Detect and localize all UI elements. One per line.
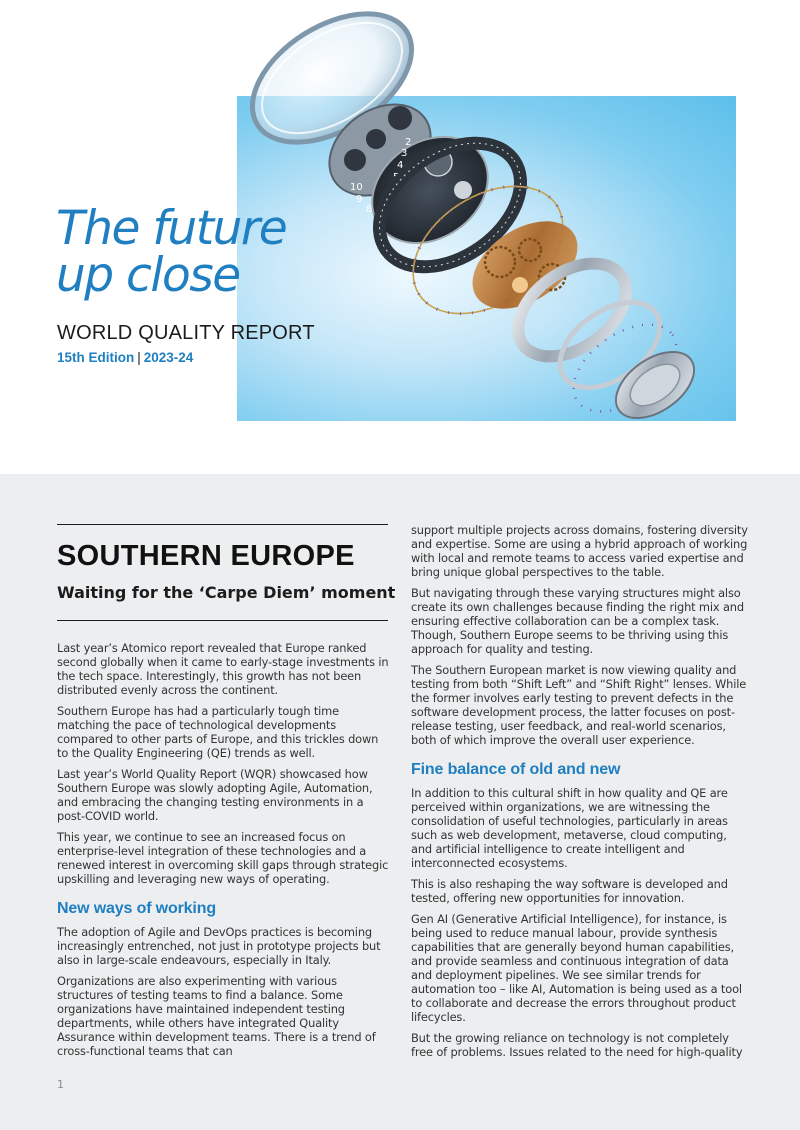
dial-numeral: 9	[356, 194, 363, 205]
body-paragraph: The Southern European market is now viewing quality and testing from both “Shift Left” and “Shift Right” lenses. While the former involves early testing to prevent defects in the software development process, the latter focuses on post-release testing, user feedback, and real-world scenarios, both of which improve the overall user experience.	[411, 663, 747, 747]
hero-section	[0, 0, 800, 474]
edition-label: 15th Edition	[57, 350, 135, 365]
article-section	[0, 474, 800, 1130]
dial-numeral: 2	[405, 137, 412, 148]
body-paragraph: Gen AI (Generative Artificial Intelligence), for instance, is being used to reduce manual labour, provide synthesis capabilities that are generally beyond human capabilities, and provide seamless and continuous integration of data and deployment pipelines. We see similar trends for automation too – like AI, Automation is being used as a tool to collaborate and decrease the errors throughout product lifecycles.	[411, 912, 742, 1024]
edition-line	[57, 350, 193, 365]
heading-rule-top	[57, 524, 388, 525]
body-paragraph: Organizations are also experimenting with various structures of testing teams to find a balance. Some organizations have maintained independent testing departments, while others have integrated Quality Assurance within development teams. There is a trend of cross-functional teams that can	[57, 974, 376, 1058]
dial-numeral: 5	[393, 172, 400, 183]
dial-numeral: 10	[350, 182, 363, 193]
dial-numeral: 4	[397, 160, 404, 171]
right-column	[411, 523, 749, 1066]
section-heading: Fine balance of old and new	[411, 761, 621, 778]
page-number: 1	[57, 1078, 64, 1091]
hero-title	[56, 201, 376, 303]
hero-title-line: The future	[56, 201, 287, 256]
left-column	[57, 641, 389, 1065]
section-heading: New ways of working	[57, 900, 216, 917]
body-paragraph: But navigating through these varying structures might also create its own challenges because finding the right mix and ensuring effective collaboration can be a complex task. Though, Southern Europe seems to be thriving using this approach for quality and testing.	[411, 586, 744, 656]
dial-numeral: 3	[401, 148, 408, 159]
body-paragraph: support multiple projects across domains, fostering diversity and expertise. Some are using a hybrid approach of working with local and remote teams to access varied expertise and bring unique global perspectives to the table.	[411, 523, 748, 579]
report-name: WORLD QUALITY REPORT	[57, 322, 315, 344]
body-paragraph: Last year’s World Quality Report (WQR) showcased how Southern Europe was slowly adopting Agile, Automation, and embracing the changing testing environments in a post-COVID world.	[57, 767, 373, 823]
hero-title-line: up close	[56, 248, 240, 303]
heading-rule-bottom	[57, 620, 388, 621]
body-paragraph: This year, we continue to see an increased focus on enterprise-level integration of these technologies and a renewed interest in overcoming skill gaps through strategic upskilling and leveraging new ways of operating.	[57, 830, 389, 886]
dial-numeral: 8	[366, 204, 373, 215]
body-paragraph: Southern Europe has had a particularly tough time matching the pace of technological developments compared to other parts of Europe, and this trickles down to the Quality Engineering (QE) trends as well.	[57, 704, 379, 760]
region-tagline: Waiting for the ‘Carpe Diem’ moment	[57, 583, 396, 602]
body-paragraph: In addition to this cultural shift in how quality and QE are perceived within organizations, we are witnessing the consolidation of useful technologies, particularly in areas such as web development, metaverse, cloud computing, and artificial intelligence to create intelligent and interconnected ecosystems.	[411, 786, 728, 870]
dial-numeral: 6	[390, 185, 397, 196]
edition-years: 2023-24	[143, 350, 194, 365]
body-paragraph: But the growing reliance on technology is not completely free of problems. Issues related to the need for high-quality	[411, 1031, 743, 1059]
dial-numeral: 7	[378, 206, 385, 217]
body-paragraph: This is also reshaping the way software is developed and tested, offering new opportunities for innovation.	[411, 877, 728, 905]
edition-separator: |	[137, 350, 141, 365]
body-paragraph: The adoption of Agile and DevOps practices is becoming increasingly entrenched, not just in prototype projects but also in large-scale endeavours, especially in Italy.	[57, 925, 381, 967]
region-heading: SOUTHERN EUROPE	[57, 540, 355, 572]
body-paragraph: Last year’s Atomico report revealed that Europe ranked second globally when it came to early-stage investments in the tech space. Interestingly, this growth has not been distributed evenly across the continent.	[57, 641, 389, 697]
